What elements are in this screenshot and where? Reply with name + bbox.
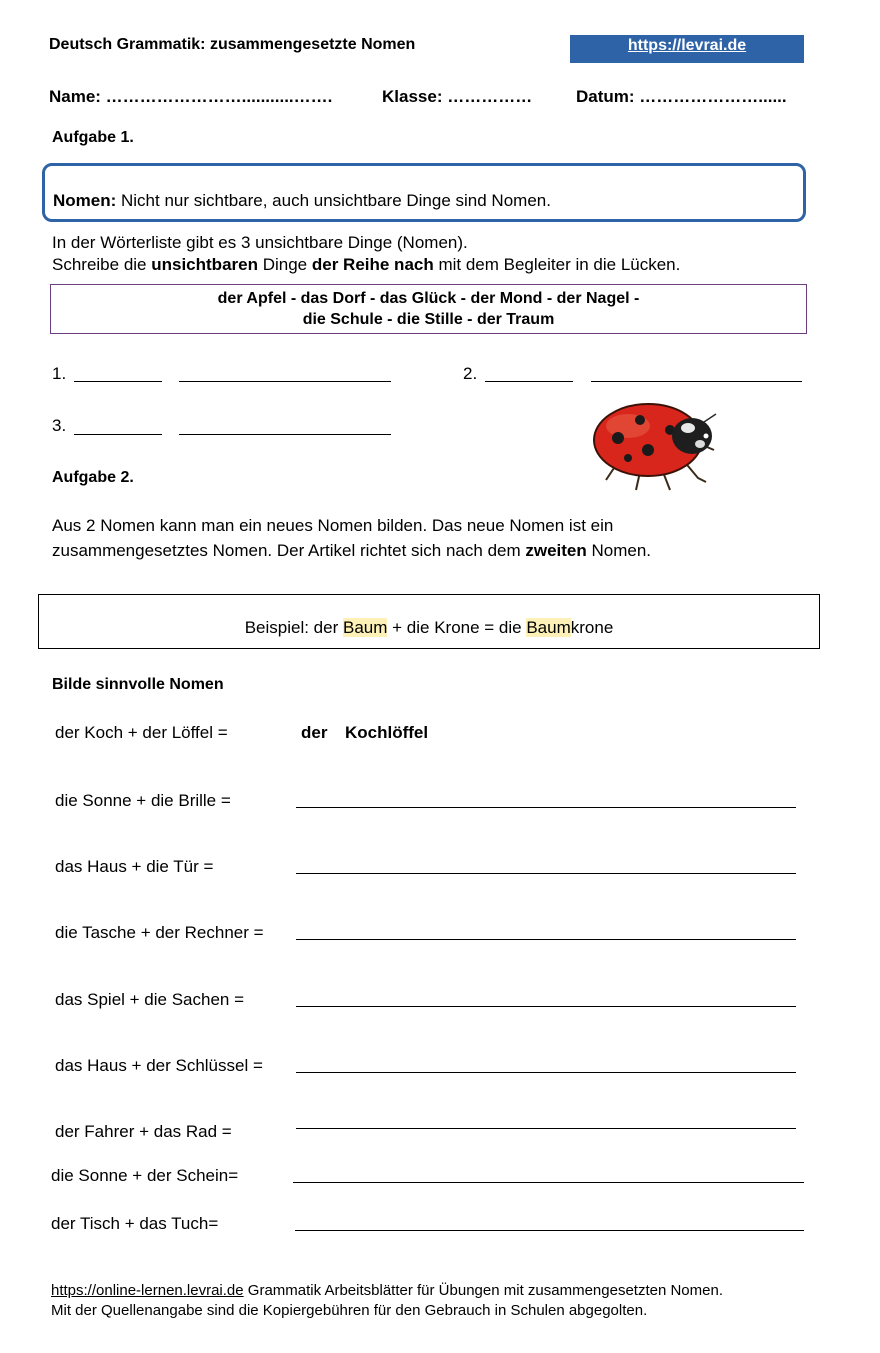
exercise-equation-5: das Haus + der Schlüssel =: [55, 1056, 263, 1075]
word-list-line1: der Apfel - das Dorf - das Glück - der Mond - der Nagel -: [217, 290, 640, 307]
name-field-label: Name: ……………………...........…….: [49, 87, 333, 106]
example-box: [38, 594, 820, 649]
exercise-equation-3: die Tasche + der Rechner =: [55, 923, 264, 942]
url-link[interactable]: https://levrai.de: [627, 37, 747, 54]
exercise-subheading: Bilde sinnvolle Nomen: [52, 676, 224, 693]
task2-desc-line2: zusammengesetztes Nomen. Der Artikel richtet sich nach dem zweiten Nomen.: [52, 541, 652, 560]
exercise-equation-2: das Haus + die Tür =: [55, 857, 214, 876]
exercise-answer-line-6[interactable]: [296, 1128, 796, 1129]
blank-1-noun-line[interactable]: [179, 381, 391, 382]
page-title: Deutsch Grammatik: zusammengesetzte Nomen: [49, 36, 416, 53]
date-field-label: Datum: …………………......: [576, 87, 787, 106]
task2-heading: Aufgabe 2.: [52, 469, 134, 486]
blank-number-1: 1.: [52, 364, 67, 383]
exercise-equation-8: der Tisch + das Tuch=: [51, 1214, 219, 1233]
task1-intro-line1: In der Wörterliste gibt es 3 unsichtbare Dinge (Nomen).: [52, 233, 468, 252]
example-text: Beispiel: der Baum + die Krone = die Baumkrone: [244, 618, 614, 637]
exercise-answer-line-4[interactable]: [296, 1006, 796, 1007]
blank-number-2: 2.: [463, 364, 478, 383]
class-field-label: Klasse: ……………: [382, 87, 533, 106]
ladybug-image: [588, 392, 723, 494]
exercise-equation-4: das Spiel + die Sachen =: [55, 990, 245, 1009]
blank-number-3: 3.: [52, 416, 67, 435]
exercise-answer-line-7[interactable]: [293, 1182, 804, 1183]
definition-text: Nomen: Nicht nur sichtbare, auch unsichtbare Dinge sind Nomen.: [53, 191, 551, 210]
footer-link[interactable]: https://online-lernen.levrai.de: [51, 1282, 244, 1299]
blank-2-article-line[interactable]: [485, 381, 573, 382]
footer-line1: https://online-lernen.levrai.de Grammatik Arbeitsblätter für Übungen mit zusammengesetzten Nomen.: [51, 1282, 723, 1299]
blank-3-noun-line[interactable]: [179, 434, 391, 435]
exercise-equation-6: der Fahrer + das Rad =: [55, 1122, 232, 1141]
exercise-answer-line-8[interactable]: [295, 1230, 804, 1231]
exercise-equation-7: die Sonne + der Schein=: [51, 1166, 239, 1185]
exercise-answer-line-1[interactable]: [296, 807, 796, 808]
blank-1-article-line[interactable]: [74, 381, 162, 382]
blank-3-article-line[interactable]: [74, 434, 162, 435]
exercise-answer-line-2[interactable]: [296, 873, 796, 874]
exercise-equation-1: die Sonne + die Brille =: [55, 791, 231, 810]
task2-desc-line1: Aus 2 Nomen kann man ein neues Nomen bilden. Das neue Nomen ist ein: [52, 516, 614, 535]
exercise-answer-line-5[interactable]: [296, 1072, 796, 1073]
definition-box: [42, 163, 806, 222]
sample-answer: Kochlöffel: [345, 723, 429, 742]
sample-equation: der Koch + der Löffel =: [55, 723, 228, 742]
word-list-line2: die Schule - die Stille - der Traum: [302, 311, 555, 328]
task1-intro-line2: Schreibe die unsichtbaren Dinge der Reihe nach mit dem Begleiter in die Lücken.: [52, 255, 681, 274]
exercise-answer-line-3[interactable]: [296, 939, 796, 940]
task1-heading: Aufgabe 1.: [52, 129, 134, 146]
url-badge[interactable]: [570, 35, 804, 63]
word-list-box: [50, 284, 807, 334]
sample-article: der: [301, 723, 328, 742]
blank-2-noun-line[interactable]: [591, 381, 802, 382]
footer-line2: Mit der Quellenangabe sind die Kopiergebühren für den Gebrauch in Schulen abgegolten.: [51, 1302, 648, 1319]
